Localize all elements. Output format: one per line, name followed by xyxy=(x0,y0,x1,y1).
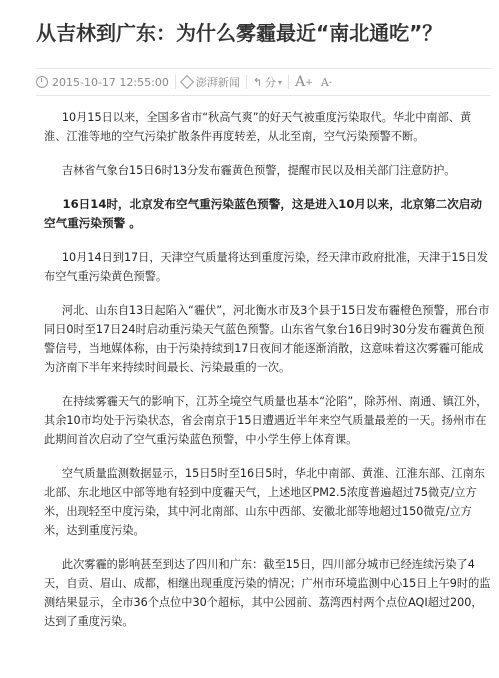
font-smaller-icon: A xyxy=(320,75,329,89)
share-label: 分 xyxy=(265,76,277,89)
font-size-smaller-button[interactable] xyxy=(321,69,332,95)
paragraph: 空气质量监测数据显示，15日5时至16日5时，华北中南部、黄淮、江淮东部、江南东北部、东北地区中部等地有轻到中度霾天气，上述地区PM2.5浓度普遍超过75微克/立方米，出现轻至中度污染，其中河北南部、山东中西部、安徽北部等地超过150微克/立方米，达到重度污染。 xyxy=(44,467,485,537)
meta-divider xyxy=(175,75,176,89)
source-icon xyxy=(180,75,194,89)
source-name[interactable]: 澎湃新闻 xyxy=(195,76,240,89)
publish-datetime: 2015-10-17 12:55:00 xyxy=(52,75,169,89)
paragraph: 在持续雾霾天气的影响下，江苏全境空气质量也基本“沦陷”，除苏州、南通、镇江外，其余10市均处于污染状态，省会南京于15日遭遇近半年来空气质量最差的一天。扬州市在此期间首次启动了空气重污染蓝色预警，中小学生停上体育课。 xyxy=(44,395,488,446)
share-button[interactable] xyxy=(253,69,282,95)
meta-divider xyxy=(246,75,247,89)
paragraph-emphasis: 16日14时，北京发布空气重污染蓝色预警，这是进入10月以来，北京第二次启动空气重污染预警 。 xyxy=(44,197,482,230)
plus-icon: + xyxy=(305,76,313,88)
minus-icon: - xyxy=(328,76,332,88)
paragraph: 10月14日到17日，天津空气质量将达到重度污染，经天津市政府批准，天津于15日发布空气重污染黄色预警。 xyxy=(44,251,489,283)
paragraph: 10月15日以来，全国多省市“秋高气爽”的好天气被重度污染取代。华北中南部、黄淮、江淮等地的空气污染扩散条件再度转差，从北至南，空气污染预警不断。 xyxy=(44,111,472,143)
article-source[interactable] xyxy=(182,69,240,95)
article-meta-bar xyxy=(36,68,491,96)
share-icon: ↰ xyxy=(252,75,263,89)
article-body xyxy=(44,108,491,646)
paragraph: 河北、山东自13日起陷入“霾伏”，河北衡水市及3个县于15日发布霾橙色预警，邢台市同日0时至17日24时启动重污染天气蓝色预警。山东省气象台16日9时30分发布霾黄色预警信号，当地媒体称，由于污染持续到17日夜间才能逐渐消散，这意味着这次雾霾可能成为济南下半年来持续时间最长、污染最重的一次。 xyxy=(44,304,490,374)
chevron-down-icon: ▾ xyxy=(278,77,283,87)
paragraph: 此次雾霾的影响甚至到达了四川和广东：截至15日，四川部分城市已经连续污染了4天，自贡、眉山、成都，相继出现重度污染的情况；广州市环境监测中心15日上午9时的监测结果显示，全市36个点位中30个超标，其中公园前、荔湾西村两个点位AQI超过200，达到了重度污染。 xyxy=(44,558,491,628)
publish-time xyxy=(36,69,169,95)
font-larger-icon: A xyxy=(295,74,306,90)
meta-divider xyxy=(288,75,289,89)
article-title: 从吉林到广东：为什么雾霾最近“南北通吃”？ xyxy=(36,21,443,45)
paragraph: 吉林省气象台15日6时13分发布霾黄色预警，提醒市民以及相关部门注意防护。 xyxy=(61,164,456,177)
clock-icon xyxy=(36,76,48,88)
font-size-larger-button[interactable] xyxy=(295,69,313,95)
